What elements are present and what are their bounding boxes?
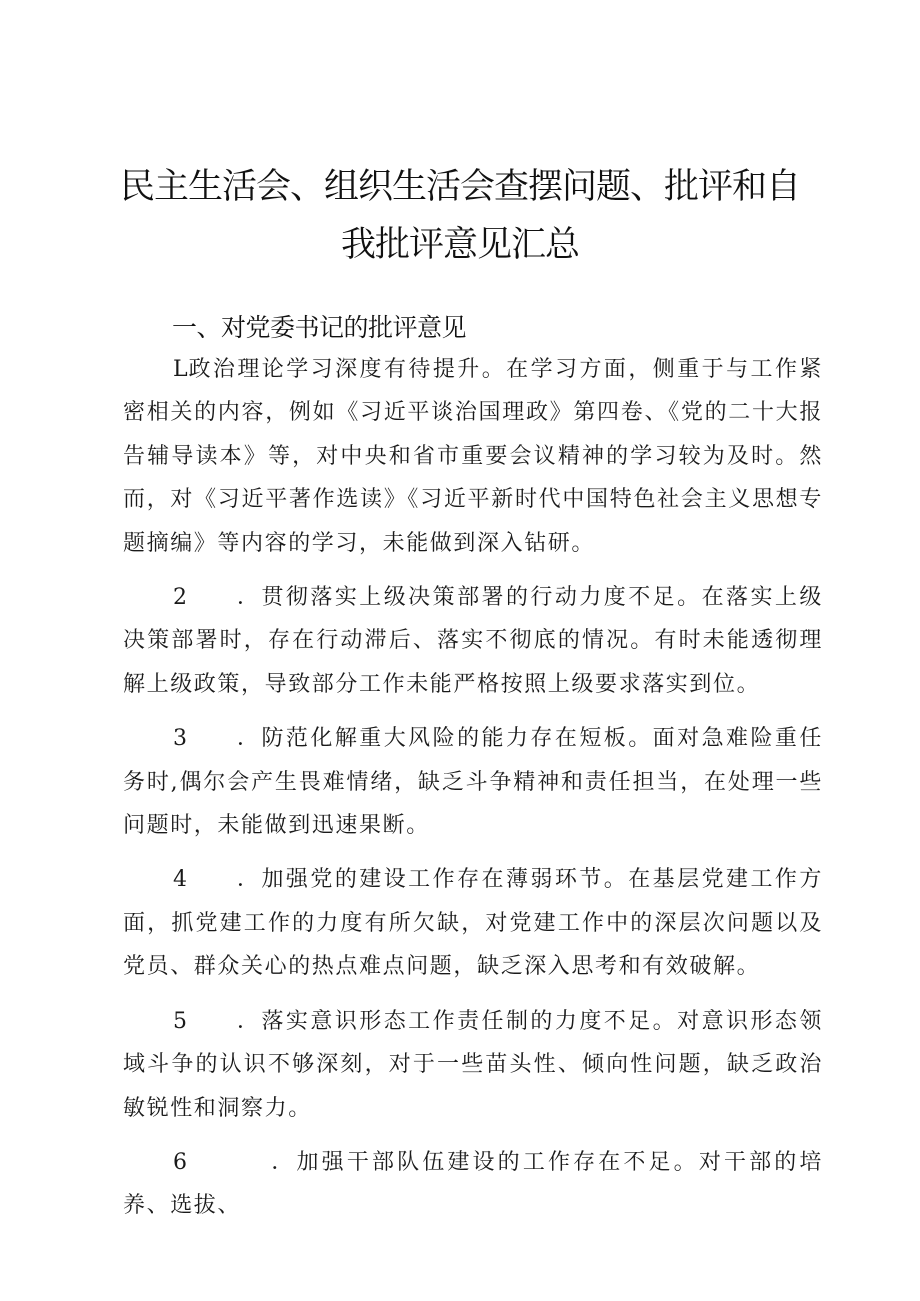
list-item [123, 858, 823, 988]
list-item [123, 348, 823, 565]
item-text: 防范化解重大风险的能力存在短板。面对急难险重任务时,偶尔会产生畏难情绪，缺乏斗争精神和责任担当，在处理一些问题时，未能做到迅速果断。 [123, 726, 823, 839]
item-number: 6 [173, 1149, 187, 1175]
title-line-1: 民主生活会、组织生活会查摆问题、批评和自 [119, 167, 800, 207]
item-text: 贯彻落实上级决策部署的行动力度不足。在落实上级决策部署时，存在行动滞后、落实不彻底的情况。有时未能透彻理解上级政策，导致部分工作未能严格按照上级要求落实到位。 [123, 585, 823, 697]
item-text: 加强党的建设工作存在薄弱环节。在基层党建工作方面，抓党建工作的力度有所欠缺，对党建工作中的深层次问题以及党员、群众关心的热点难点问题，缺乏深入思考和有效破解。 [123, 867, 823, 980]
item-text: 落实意识形态工作责任制的力度不足。对意识形态领域斗争的认识不够深刻，对于一些苗头性、倾向性问题，缺乏政治敏锐性和洞察力。 [123, 1008, 823, 1121]
title-line-2: 我批评意见汇总 [340, 225, 579, 265]
document-title [100, 158, 820, 274]
item-separator: ． [237, 1008, 261, 1034]
item-number: 2 [173, 585, 187, 611]
item-separator: ． [237, 726, 261, 752]
item-text: 加强干部队伍建设的工作存在不足。对干部的培养、选拔、 [123, 1149, 823, 1219]
section-heading: 一、对党委书记的批评意见 [172, 313, 467, 342]
list-item [123, 1000, 823, 1130]
item-separator: ． [237, 585, 261, 611]
list-item [123, 717, 823, 847]
list-item [123, 576, 823, 706]
document-body [123, 348, 823, 1239]
item-number: 3 [173, 726, 187, 752]
list-item [123, 1141, 823, 1228]
item-separator: ． [237, 867, 261, 893]
item-number: 4 [173, 867, 187, 893]
item-separator: ． [237, 1149, 295, 1175]
item-text: 政治理论学习深度有待提升。在学习方面，侧重于与工作紧密相关的内容，例如《习近平谈治国理政》第四卷、《党的二十大报告辅导读本》等，对中央和省市重要会议精神的学习较为及时。然而，对《习近平著作选读》《习近平新时代中国特色社会主义思想专题摘编》等内容的学习，未能做到深入钻研。 [123, 357, 823, 556]
item-number: L [173, 357, 188, 382]
item-number: 5 [173, 1008, 187, 1034]
